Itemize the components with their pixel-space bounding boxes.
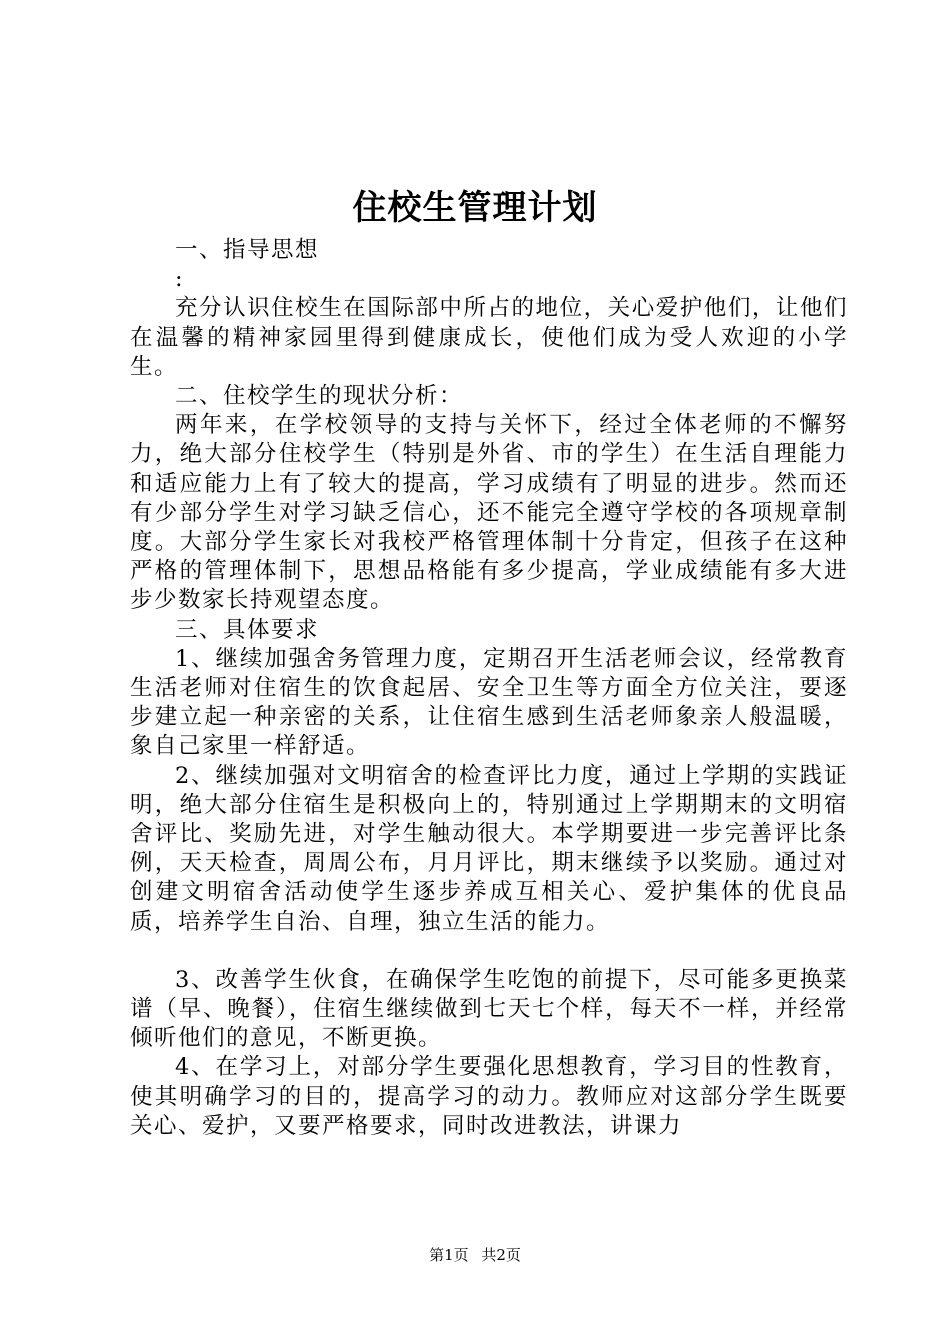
paragraph-status-analysis: 两年来，在学校领导的支持与关怀下，经过全体老师的不懈努力，绝大部分住校学生（特别是外省、市的学生）在生活自理能力和适应能力上有了较大的提高，学习成绩有了明显的进步。然而还有少部分学生对学习缺乏信心，还不能完全遵守学校的各项规章制度。大部分学生家长对我校严格管理体制十分肯定，但孩子在这种严格的管理体制下，思想品格能有多少提高，学业成绩能有多大进步少数家长持观望态度。 [130, 412, 848, 614]
paragraph-guiding-ideology: 充分认识住校生在国际部中所占的地位，关心爱护他们，让他们在温馨的精神家园里得到健康成长，使他们成为受人欢迎的小学生。 [130, 295, 848, 380]
document-body [130, 236, 848, 1141]
page-footer [0, 1244, 950, 1266]
page-number: 第1页 [429, 1246, 469, 1264]
section-heading-requirements: 三、具体要求 [175, 616, 320, 643]
paragraph-colon: : [175, 266, 185, 293]
paragraph-requirement-4: 4、在学习上，对部分学生要强化思想教育，学习目的性教育，使其明确学习的目的，提高学习的动力。教师应对这部分学生既要关心、爱护，又要严格要求，同时改进教法，讲课力 [130, 1054, 848, 1139]
section-heading-status-analysis: 二、住校学生的现状分析： [175, 383, 464, 410]
section-heading-guiding-ideology: 一、指导思想 [175, 237, 320, 263]
paragraph-requirement-3: 3、改善学生伙食，在确保学生吃饱的前提下，尽可能多更换菜谱（早、晚餐），住宿生继续做到七天七个样，每天不一样，并经常倾听他们的意见，不断更换。 [130, 966, 848, 1052]
page-total: 共2页 [481, 1246, 521, 1264]
document-title: 住校生管理计划 [352, 188, 598, 228]
paragraph-requirement-2: 2、继续加强对文明宿舍的检查评比力度，通过上学期的实践证明，绝大部分住宿生是积极向上的，特别通过上学期期末的文明宿舍评比、奖励先进，对学生触动很大。本学期要进一步完善评比条例，天天检查，周周公布，月月评比，期末继续予以奖励。通过对创建文明宿舍活动使学生逐步养成互相关心、爱护集体的优良品质，培养学生自治、自理，独立生活的能力。 [130, 762, 848, 935]
paragraph-requirement-1: 1、继续加强舍务管理力度，定期召开生活老师会议，经常教育生活老师对住宿生的饮食起居、安全卫生等方面全方位关注，要逐步建立起一种亲密的关系，让住宿生感到生活老师象亲人般温暖，象自己家里一样舒适。 [130, 645, 848, 760]
